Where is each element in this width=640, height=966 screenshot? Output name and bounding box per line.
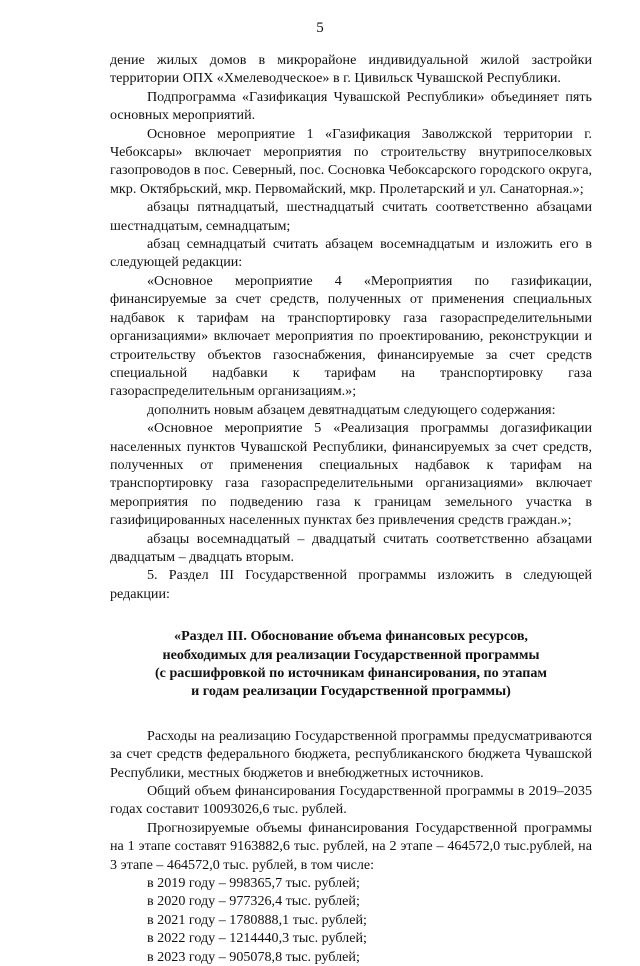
year-item: в 2022 году – 1214440,3 тыс. рублей; [147, 930, 367, 947]
paragraph-1: дение жилых домов в микрорайоне индивидуальной жилой застройки территории ОПХ «Хмелеводческое» в г. Цивильск Чувашской Республики. [110, 52, 592, 87]
year-item: в 2023 году – 905078,8 тыс. рублей; [147, 948, 360, 965]
heading-line-2: необходимых для реализации Государственной программы [162, 646, 540, 663]
paragraph-4: абзацы пятнадцатый, шестнадцатый считать соответственно абзацами шестнадцатым, семнадцатым; [110, 199, 592, 234]
paragraph-10: 5. Раздел III Государственной программы изложить в следующей редакции: [110, 567, 592, 602]
paragraph-3: Основное мероприятие 1 «Газификация Заволжской территории г. Чебоксары» включает мероприятия по строительству внутрипоселковых газопроводов в пос. Северный, пос. Сосновка Чебоксарского городского округа, мкр. Октябрьский, мкр. Первомайский, мкр. Пролетарский и ул. Санаторная.»; [110, 125, 592, 197]
year-item: в 2020 году – 977326,4 тыс. рублей; [147, 893, 360, 910]
heading-line-3: (с расшифровкой по источникам финансирования, по этапам [154, 665, 548, 681]
paragraph-2: Подпрограмма «Газификация Чувашской Республики» объединяет пять основных мероприятий. [110, 88, 592, 124]
paragraph-11: Расходы на реализацию Государственной программы предусматриваются за счет средств федерального бюджета, республиканского бюджета Чувашской Республики, местных бюджетов и внебюджетных источников. [110, 727, 592, 781]
heading-line-1: «Раздел III. Обоснование объема финансовых ресурсов, [174, 628, 528, 645]
year-item: в 2021 году – 1780888,1 тыс. рублей; [147, 911, 367, 928]
paragraph-9: абзацы восемнадцатый – двадцатый считать соответственно абзацами двадцатым – двадцать вторым. [110, 530, 592, 565]
page-number: 5 [316, 20, 324, 36]
document-body [110, 51, 592, 966]
heading-line-4: и годам реализации Государственной программы) [191, 683, 511, 700]
section-heading [110, 627, 592, 701]
year-item: в 2019 году – 998365,7 тыс. рублей; [147, 875, 360, 892]
paragraph-12: Общий объем финансирования Государственной программы в 2019–2035 годах составит 10093026,6 тыс. рублей. [110, 783, 592, 818]
paragraph-8: «Основное мероприятие 5 «Реализация программы догазификации населенных пунктов Чувашской Республики, финансируемых за счет средств, полученных от применения специальных надбавок к тарифам на транспортировку газа газораспределительными организациями» включает мероприятия по подведению газа к границам земельного участка в газифицированных населенных пунктах без привлечения средств граждан.»; [110, 420, 592, 529]
paragraph-6: «Основное мероприятие 4 «Мероприятия по газификации, финансируемые за счет средств, полученных от применения специальных надбавок к тарифам на транспортировку газа газораспределительными организациями» включает мероприятия по проектированию, реконструкции и строительству объектов газоснабжения, финансируемые за счет средств специальной надбавки к тарифам на транспортировку газа газораспределительным организациям.»; [110, 272, 592, 400]
paragraph-13: Прогнозируемые объемы финансирования Государственной программы на 1 этапе составят 9163882,6 тыс. рублей, на 2 этапе – 464572,0 тыс.рублей, на 3 этапе – 464572,0 тыс. рублей, в том числе: [110, 819, 592, 873]
paragraph-7: дополнить новым абзацем девятнадцатым следующего содержания: [147, 401, 556, 418]
paragraph-5: абзац семнадцатый считать абзацем восемнадцатым и изложить его в следующей редакции: [110, 236, 592, 271]
